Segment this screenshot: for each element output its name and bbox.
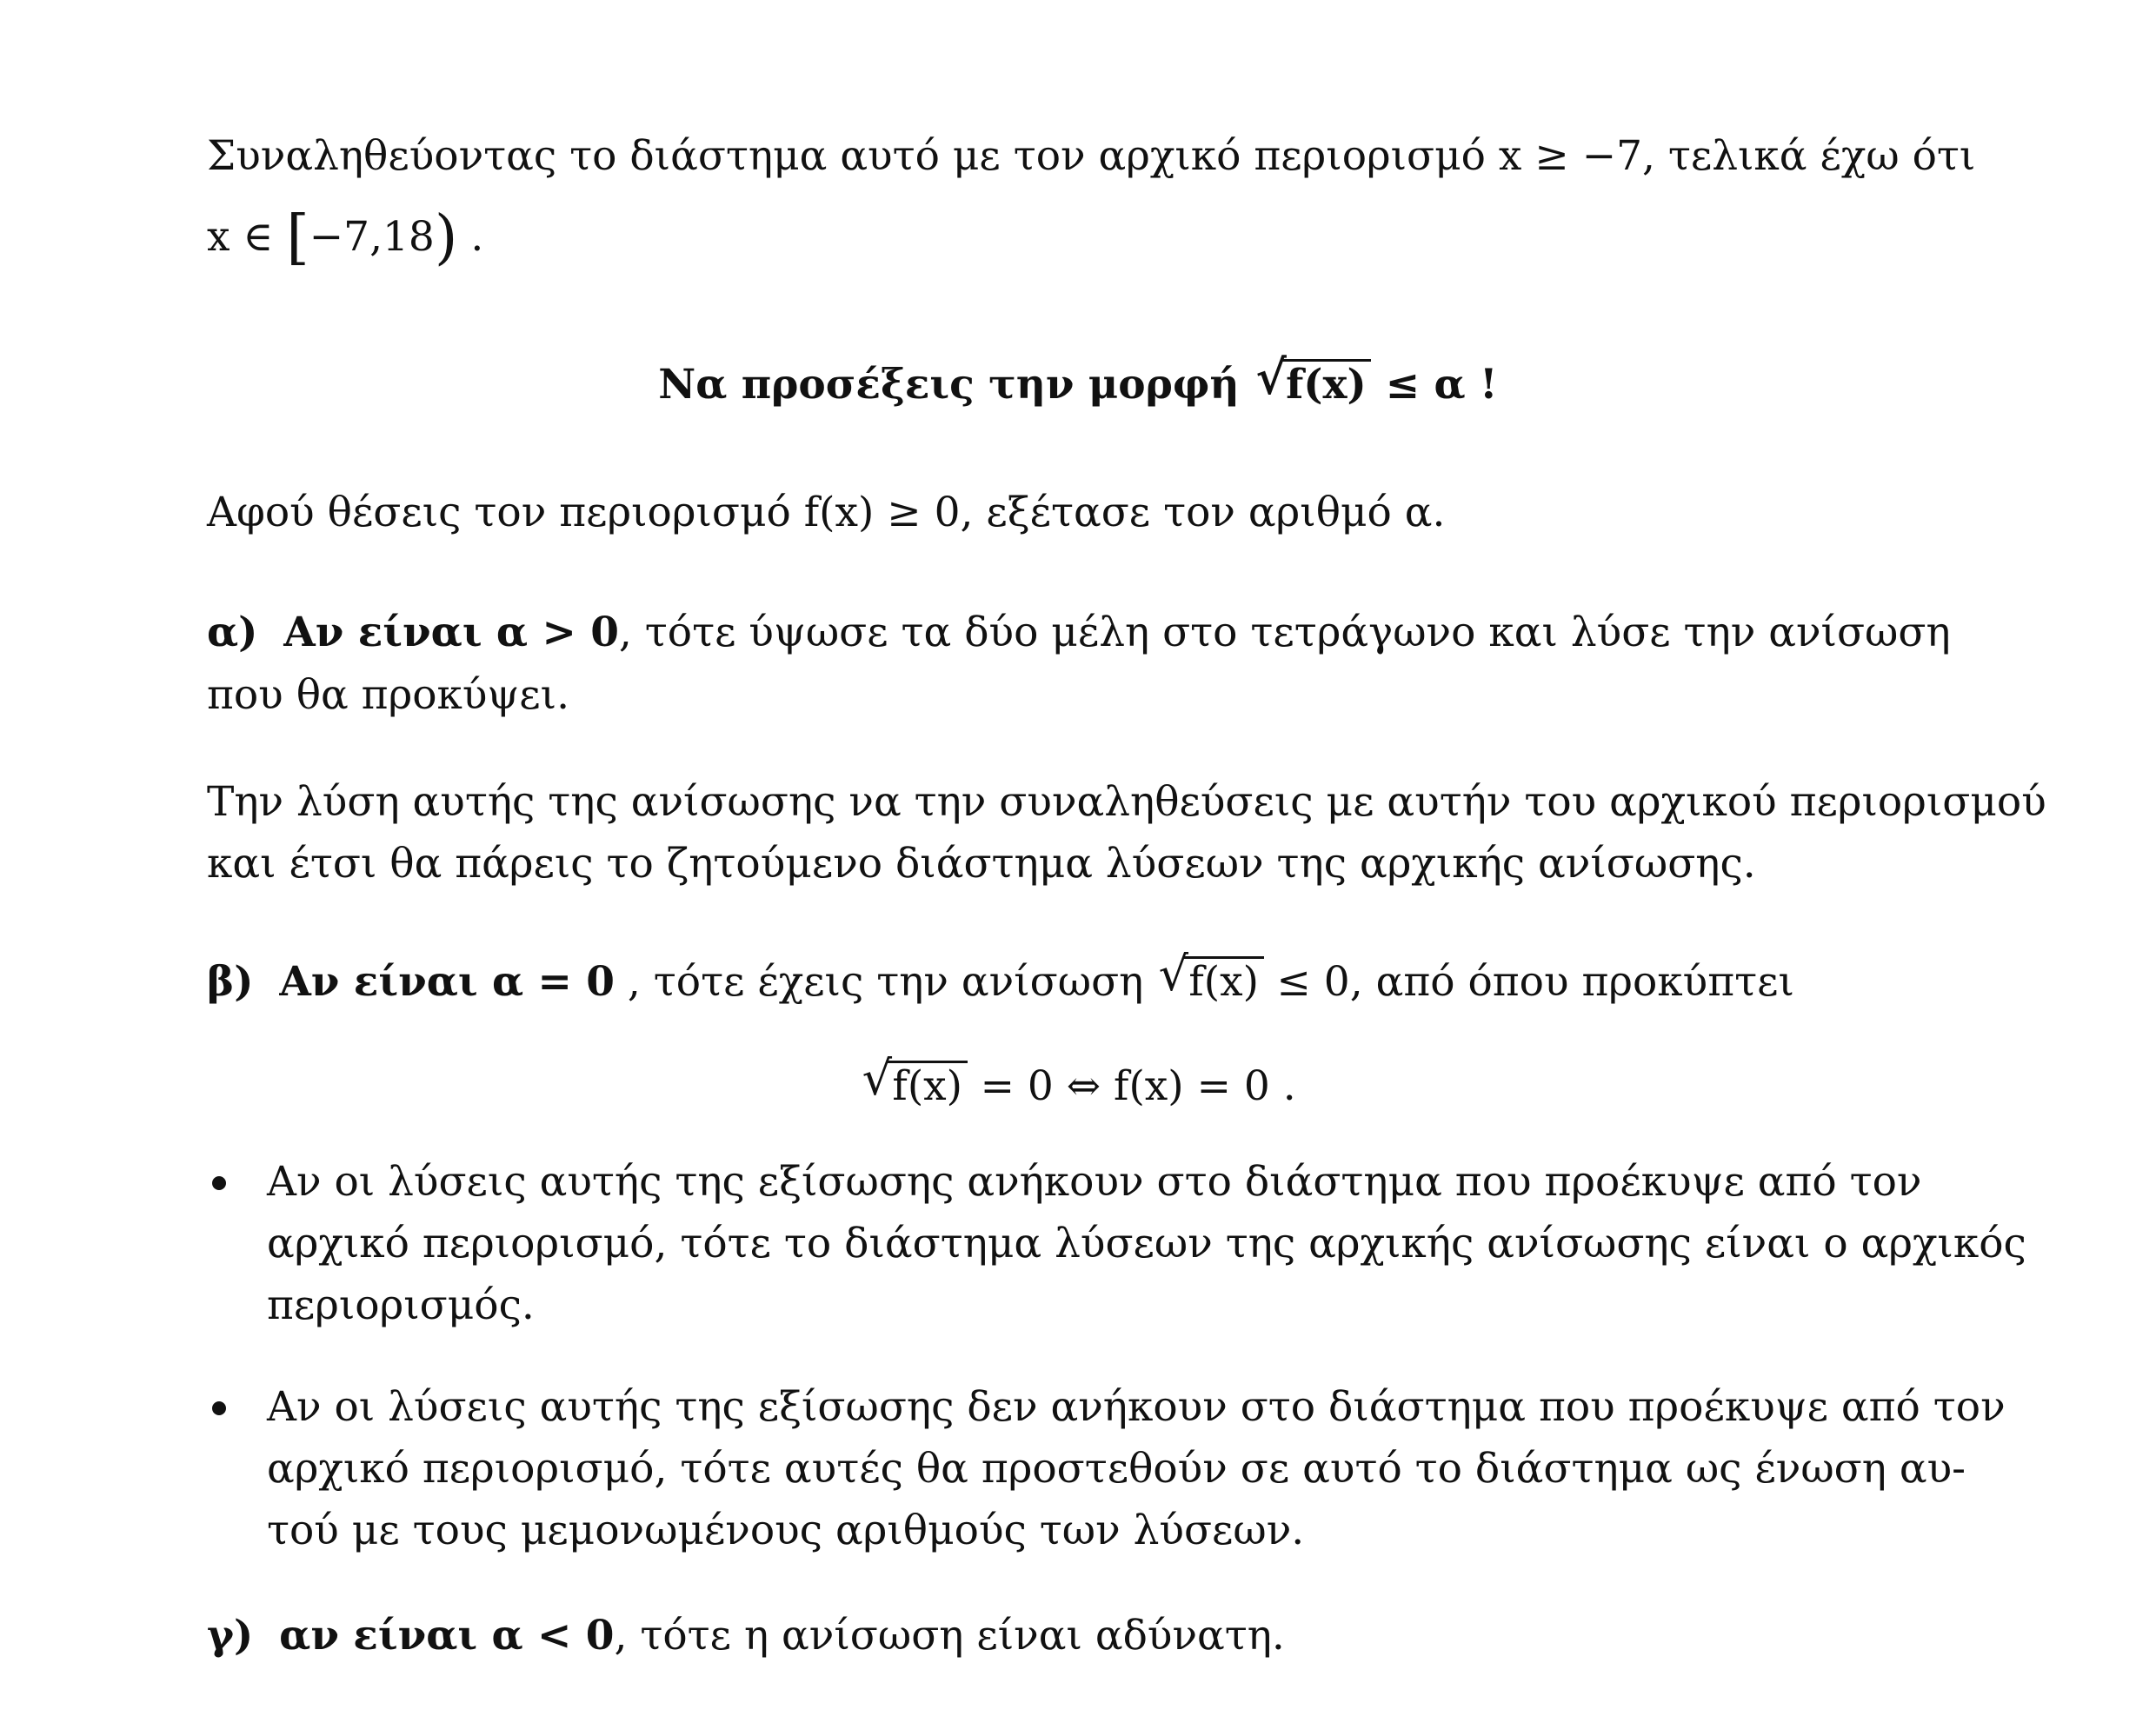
p2-math: f(x) ≥ 0 <box>803 489 961 536</box>
case-c-label: γ) <box>207 1612 254 1660</box>
interval-open-bracket: [ <box>286 203 309 273</box>
paragraph-1-line-1 <box>207 130 1975 183</box>
bullet-2-line-1 <box>267 1381 2006 1434</box>
p2-text: Αφού θέσεις τον περιορισμό <box>207 489 804 536</box>
paragraph-2 <box>207 487 1445 539</box>
bullet-2-text-1: Αν οι λύσεις αυτής της εξίσωσης δεν ανήκουν στο διάστημα που προέκυψε από τον <box>267 1383 2006 1431</box>
case-b-equation <box>0 1050 2156 1113</box>
case-a-line-2-text: που θα προκύψει. <box>207 671 570 719</box>
bullet-2-line-2 <box>267 1443 1966 1495</box>
bullet-1-line-2 <box>267 1218 2026 1270</box>
sqrt-radical-icon: √ <box>1255 349 1287 405</box>
section-heading <box>0 349 2156 411</box>
p1-math-constraint: x ≥ −7 <box>1498 132 1642 180</box>
case-c-line <box>207 1610 1285 1662</box>
case-b-label: β) <box>207 958 254 1006</box>
case-b-sqrt <box>1158 946 1264 1008</box>
bullet-1-text-3: περιορισμός. <box>267 1281 535 1329</box>
heading-tail: ≤ α ! <box>1371 361 1498 409</box>
p3-line-2-text: και έτσι θα πάρεις το ζητούμενο διάστημα λύσεων της αρχικής ανίσωσης. <box>207 840 1756 888</box>
heading-sqrt-arg: f(x) <box>1281 359 1371 409</box>
case-a-rest: , τότε ύψωσε τα δύο μέλη στο τετράγωνο και λύσε την ανίσωση <box>618 609 1951 656</box>
p1-text: Συναληθεύοντας το διάστημα αυτό με τον αρχικό περιορισμό <box>207 132 1499 180</box>
case-b-ineq: ≤ 0 <box>1263 958 1350 1006</box>
interval-close-paren: ) <box>434 203 458 273</box>
sqrt-radical-icon: √ <box>862 1050 893 1106</box>
bullet-2-text-3: τού με τους μεμονωμένους αριθμούς των λύσεων. <box>267 1507 1305 1554</box>
paragraph-3-line-1 <box>207 776 2046 828</box>
case-b-eq-sqrt <box>862 1050 968 1113</box>
case-b-condition: Αν είναι α = 0 <box>279 958 615 1006</box>
p2-end: , εξέτασε τον αριθμό α. <box>960 489 1446 536</box>
case-a-condition: Αν είναι α > 0 <box>283 609 619 656</box>
case-b-line <box>207 946 1794 1008</box>
paragraph-3-line-2 <box>207 838 1756 890</box>
bullet-1-text-1: Αν οι λύσεις αυτής της εξίσωσης ανήκουν στο διάστημα που προέκυψε από τον <box>267 1158 1922 1206</box>
case-a-line-1 <box>207 607 1951 659</box>
bullet-1-line-3 <box>267 1280 535 1332</box>
bullet-1-text-2: αρχικό περιορισμό, τότε το διάστημα λύσεων της αρχικής ανίσωσης είναι ο αρχικός <box>267 1220 2026 1267</box>
case-c-condition: αν είναι α < 0 <box>279 1612 615 1660</box>
case-b-eq-sqrt-arg: f(x) <box>888 1061 968 1110</box>
case-a-line-2 <box>207 669 569 722</box>
heading-sqrt <box>1255 349 1371 411</box>
p1-membership: x ∈ <box>207 213 287 261</box>
p1-text-end: , τελικά έχω ότι <box>1641 132 1976 180</box>
bullet-2-icon <box>212 1401 226 1415</box>
bullet-1-line-1 <box>267 1156 1922 1208</box>
bullet-2-line-3 <box>267 1505 1304 1557</box>
case-b-end: , από όπου προκύπτει <box>1349 958 1794 1006</box>
case-b-sqrt-arg: f(x) <box>1184 956 1264 1006</box>
paragraph-1-line-2 <box>207 203 484 273</box>
case-a-label: α) <box>207 609 258 656</box>
heading-text: Να προσέξεις την μορφή <box>658 361 1254 409</box>
p1-line2-end: . <box>457 213 484 261</box>
bullet-2-text-2: αρχικό περιορισμό, τότε αυτές θα προστεθούν σε αυτό το διάστημα ως ένωση αυ- <box>267 1445 1966 1493</box>
p3-line-1-text: Την λύση αυτής της ανίσωσης να την συναληθεύσεις με αυτήν του αρχικού περιορισμού <box>207 778 2046 826</box>
interval-body: −7,18 <box>309 213 435 261</box>
case-c-rest: , τότε η ανίσωση είναι αδύνατη. <box>614 1612 1285 1660</box>
bullet-1-icon <box>212 1176 226 1190</box>
sqrt-radical-icon: √ <box>1158 946 1189 1001</box>
case-b-eq-rest: = 0 ⇔ f(x) = 0 . <box>967 1062 1296 1110</box>
case-b-mid: , τότε έχεις την ανίσωση <box>614 958 1157 1006</box>
